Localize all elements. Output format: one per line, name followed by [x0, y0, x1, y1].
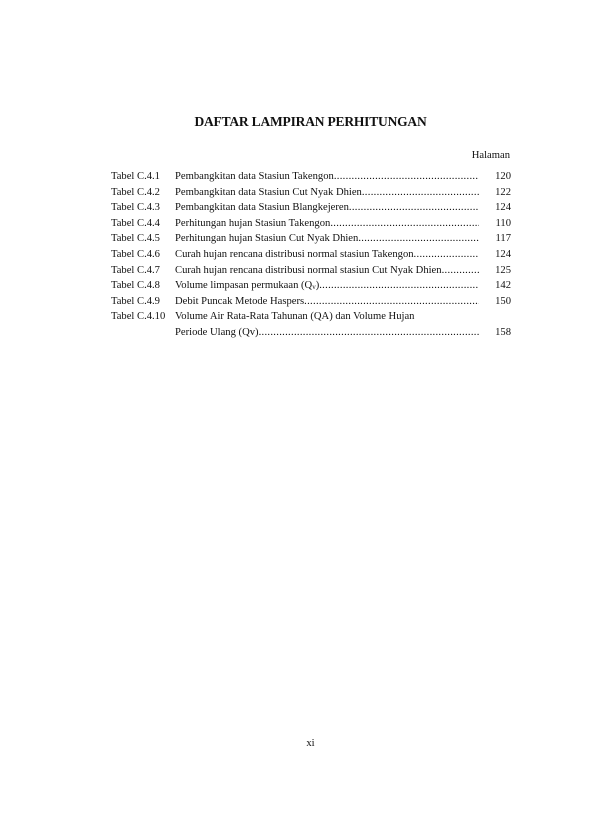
dot-leader — [349, 200, 479, 216]
toc-label: Tabel C.4.2 — [111, 186, 160, 198]
toc-title: Perhitungan hujan Stasiun Cut Nyak Dhien — [175, 233, 359, 245]
toc-label: Tabel C.4.5 — [111, 233, 160, 245]
toc-label: Tabel C.4.10 — [111, 311, 166, 323]
toc-page: 110 — [495, 217, 511, 229]
toc-page: 142 — [495, 280, 511, 292]
toc-row[interactable] — [111, 216, 511, 232]
dot-leader — [362, 185, 479, 201]
toc-row[interactable] — [111, 200, 511, 216]
toc-page: 158 — [495, 326, 511, 338]
toc-label: Tabel C.4.4 — [111, 217, 160, 229]
toc-page: 120 — [495, 171, 511, 182]
toc-row[interactable] — [111, 278, 511, 294]
toc-page: 125 — [495, 264, 511, 276]
dot-leader — [330, 216, 479, 232]
page-column-header: Halaman — [471, 150, 510, 161]
dot-leader — [442, 263, 479, 279]
dot-leader — [414, 247, 479, 263]
page-title: DAFTAR LAMPIRAN PERHITUNGAN — [194, 114, 427, 129]
toc-title-line2: Periode Ulang (Qv) — [175, 326, 259, 338]
toc-title: Pembangkitan data Stasiun Takengon — [175, 171, 334, 182]
subscript-v: v — [312, 283, 316, 292]
toc-label: Tabel C.4.3 — [111, 202, 160, 214]
toc-page: 122 — [495, 186, 511, 198]
dot-leader — [259, 325, 479, 341]
toc-title: Curah hujan rencana distribusi normal stasiun Takengon — [175, 248, 414, 260]
dot-leader — [334, 169, 479, 185]
page-number: xi — [306, 738, 315, 749]
toc-page: 124 — [495, 248, 511, 260]
table-of-appendices — [111, 169, 511, 341]
toc-row[interactable] — [111, 247, 511, 263]
toc-row[interactable] — [111, 263, 511, 279]
toc-row[interactable] — [111, 294, 511, 310]
toc-title-line1: Volume Air Rata-Rata Tahunan (QA) dan Volume Hujan — [175, 311, 415, 323]
toc-row[interactable] — [111, 169, 511, 185]
toc-label: Tabel C.4.9 — [111, 295, 160, 307]
toc-title: Perhitungan hujan Stasiun Takengon — [175, 217, 331, 229]
dot-leader — [358, 231, 479, 247]
toc-title: Pembangkitan data Stasiun Cut Nyak Dhien — [175, 186, 362, 198]
toc-page: 124 — [495, 202, 511, 214]
dot-leader — [319, 278, 479, 294]
toc-row[interactable] — [111, 231, 511, 247]
toc-title: Debit Puncak Metode Haspers — [175, 295, 305, 307]
dot-leader — [304, 294, 479, 310]
toc-title: Pembangkitan data Stasiun Blangkejeren — [175, 202, 349, 214]
toc-label: Tabel C.4.8 — [111, 280, 160, 292]
toc-row[interactable] — [111, 309, 511, 340]
toc-title-part: Volume limpasan permukaan (Q — [175, 280, 313, 292]
toc-row[interactable] — [111, 185, 511, 201]
toc-page: 150 — [495, 295, 511, 307]
toc-label: Tabel C.4.7 — [111, 264, 160, 276]
toc-page: 117 — [495, 233, 511, 245]
toc-title: Curah hujan rencana distribusi normal stasiun Cut Nyak Dhien — [175, 264, 442, 276]
toc-title-part: ) — [315, 280, 320, 292]
toc-label: Tabel C.4.6 — [111, 248, 160, 260]
toc-label: Tabel C.4.1 — [111, 171, 160, 182]
